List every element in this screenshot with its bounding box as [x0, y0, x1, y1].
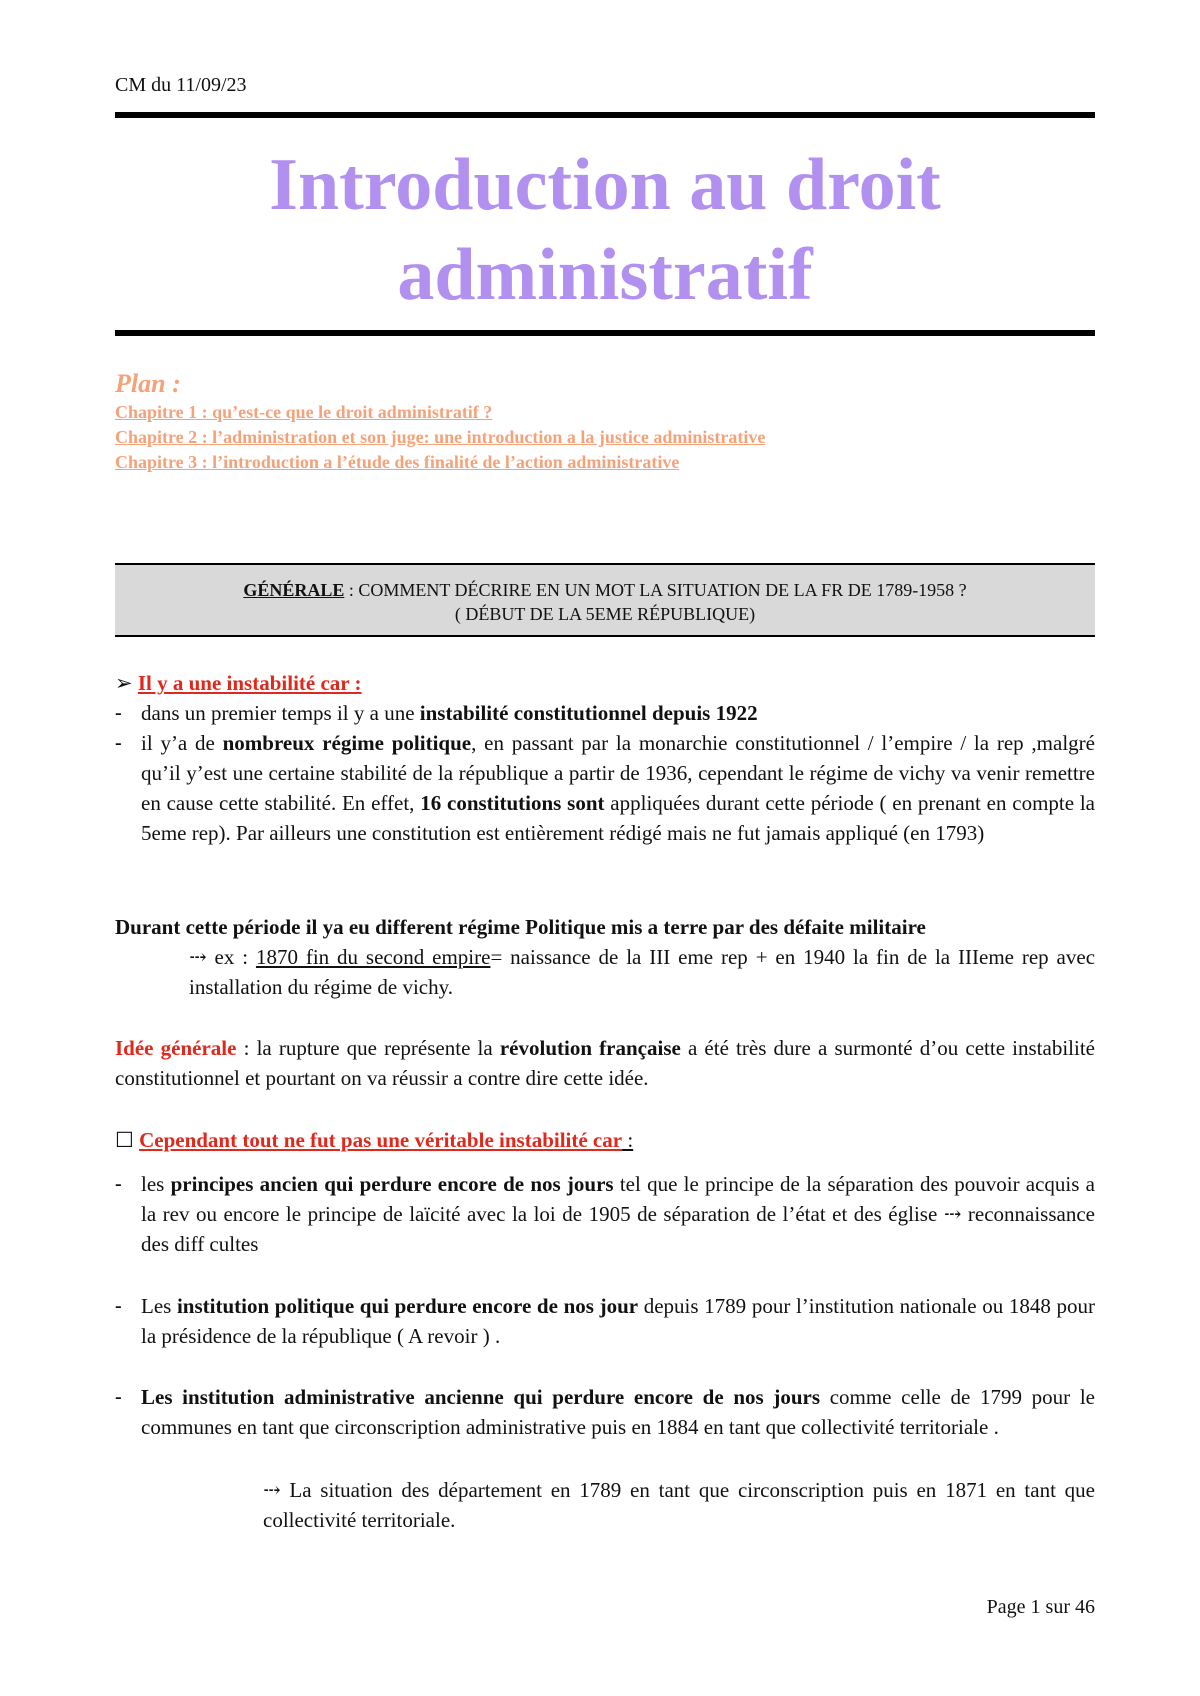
bullet-text: dans un premier temps il y a une [141, 701, 420, 725]
plan-title: Plan : [115, 369, 181, 398]
dash-bullet-icon: - [115, 1173, 122, 1195]
idee-paragraph [115, 1033, 1095, 1093]
example-text: = naissance de la III eme rep + en 1940 la fin de la IIIeme rep avec installation du régime de vichy. [189, 945, 1096, 999]
plan [115, 368, 765, 475]
sub-item-text: La situation des département en 1789 en tant que circonscription puis en 1871 en tant que collectivité territoriale. [263, 1478, 1095, 1532]
dash-bullet-icon: - [115, 702, 122, 724]
page-number: Page 1 sur 46 [986, 1596, 1095, 1618]
document-page [115, 0, 1095, 1696]
idee-text: : la rupture que représente la [236, 1036, 500, 1060]
list-item [115, 728, 1095, 848]
dash-bullet-icon: - [115, 1386, 122, 1408]
bullet-text: reconnaissance des diff cultes [141, 1202, 1095, 1256]
bottom-rule [115, 330, 1095, 336]
title-line-2: administratif [397, 234, 813, 316]
general-question-box [115, 563, 1095, 637]
bullet-text: tel que le principe de la séparation des pouvoir acquis a la rev ou encore le principe de laïcité avec la loi de 1905 de séparation de l’état et des église [141, 1172, 1095, 1226]
idee-label: Idée générale [115, 1036, 237, 1060]
example-underlined: 1870 fin du second empire [255, 945, 491, 969]
instability-heading: Il y a une instabilité car : [137, 671, 362, 695]
cependant-heading: Cependant tout ne fut pas une véritable instabilité car [139, 1128, 623, 1152]
bullet-text: depuis 1789 pour l’institution nationale ou 1848 pour la présidence de la république ( A revoir ) . [141, 1294, 1095, 1348]
top-rule [115, 112, 1095, 118]
list-item [115, 1291, 1095, 1351]
bullet-bold: nombreux régime politique [222, 731, 472, 755]
list-item [115, 1169, 1095, 1259]
bullet-text: les [141, 1172, 171, 1196]
bullet-bold: institution politique qui perdure encore de nos jour [176, 1294, 639, 1318]
header-date: CM du 11/09/23 [115, 74, 247, 96]
durant-bold: Durant cette période il ya eu different régime Politique mis a terre par des défaite militaire [115, 915, 926, 939]
dash-bullet-icon: - [115, 1295, 122, 1317]
bullet-bold: 16 constitutions sont [420, 791, 605, 815]
bullet-text: appliquées durant cette période ( en prenant en compte la 5eme rep). Par ailleurs une constitution est entièrement rédigé mais ne fut jamais appliqué (en 1793) [141, 791, 1096, 845]
general-question: : COMMENT DÉCRIRE EN UN MOT LA SITUATION DE LA FR DE 1789-1958 ? [344, 580, 967, 600]
dash-bullet-icon: - [115, 732, 122, 754]
arrow-bullet-icon: ➢ [115, 671, 133, 695]
example-paragraph [189, 942, 1095, 1002]
example-prefix: ex : [206, 945, 256, 969]
durant-paragraph [115, 912, 1095, 942]
dashed-arrow-icon: ⤏ [263, 1478, 281, 1502]
title-line-1: Introduction au droit [269, 144, 941, 226]
dashed-arrow-icon: ⤏ [189, 945, 207, 969]
general-box-line-1 [115, 578, 1095, 602]
document-title [115, 140, 1095, 320]
plan-chapter-3-link[interactable]: Chapitre 3 : l’introduction a l’étude des finalité de l’action administrative [115, 452, 680, 472]
idee-text: a été très dure a surmonté d’ou cette instabilité constitutionnel et pourtant on va réussir a contre dire cette idée. [115, 1036, 1095, 1090]
bullet-text: comme celle de 1799 pour le communes en tant que circonscription administrative puis en 1884 en tant que collectivité territoriale . [141, 1385, 1095, 1439]
section-1-heading [115, 668, 1095, 698]
sub-item [263, 1475, 1095, 1535]
list-item [115, 1382, 1095, 1442]
bullet-text: il y’a de [141, 731, 223, 755]
general-label: GÉNÉRALE [243, 580, 345, 600]
bullet-text: Les [141, 1294, 177, 1318]
list-item [115, 698, 1095, 728]
idee-bold: révolution française [499, 1036, 681, 1060]
bullet-text: , en passant par la monarchie constitutionnel / l’empire / la rep ,malgré qu’il y’est une certaine stabilité de la république a partir de 1936, cependant le régime de vichy va venir remettre en cause cette stabilité. En effet, [141, 731, 1095, 815]
section-2-heading [115, 1125, 1095, 1155]
general-box-line-2: ( DÉBUT DE LA 5EME RÉPUBLIQUE) [454, 604, 756, 624]
bullet-bold: Les institution administrative ancienne qui perdure encore de nos jours [141, 1385, 821, 1409]
checkbox-icon: ☐ [115, 1128, 134, 1152]
bullet-bold: instabilité constitutionnel depuis 1922 [419, 701, 758, 725]
plan-chapter-2-link[interactable]: Chapitre 2 : l’administration et son juge: une introduction a la justice administrative [115, 427, 766, 447]
dashed-arrow-icon: ⤏ [943, 1202, 962, 1226]
heading-colon: : [622, 1128, 634, 1152]
bullet-bold: principes ancien qui perdure encore de nos jours [170, 1172, 614, 1196]
plan-chapter-1-link[interactable]: Chapitre 1 : qu’est-ce que le droit administratif ? [115, 402, 493, 422]
